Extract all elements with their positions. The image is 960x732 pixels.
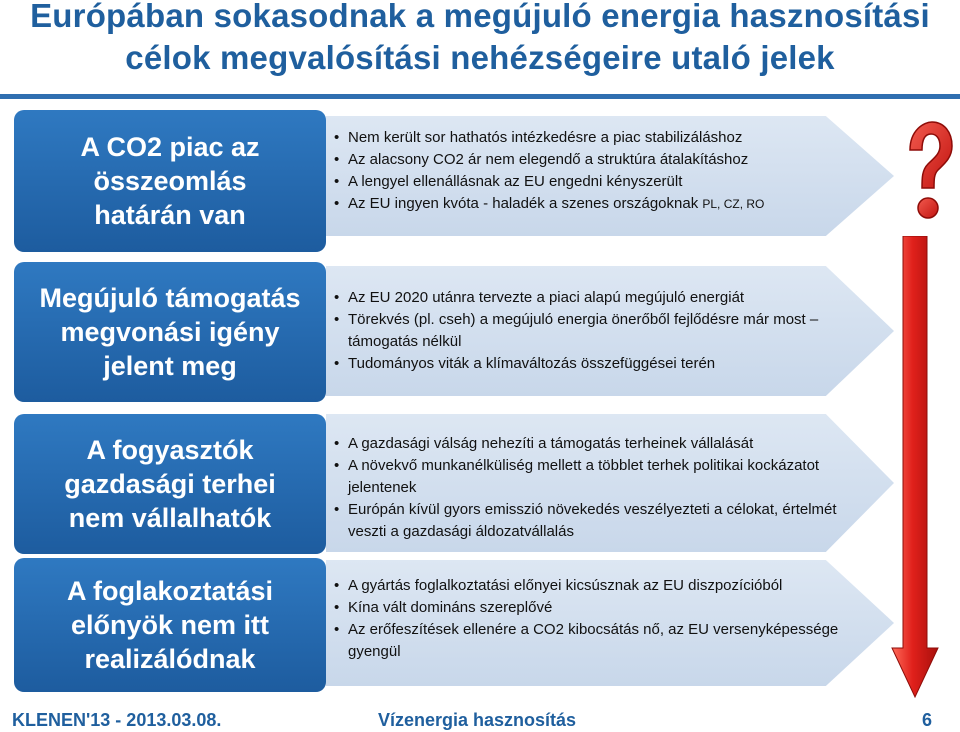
row-2-bullet-3: • Tudományos viták a klímaváltozás összefüggései terén <box>334 353 839 375</box>
row-2-heading-line-2: megvonási igény <box>60 317 280 347</box>
row-2-heading-line-3: jelent meg <box>103 351 237 381</box>
row-1-bullet-4-text: Az EU ingyen kvóta - haladék a szenes országoknak <box>348 195 703 212</box>
row-1-heading-line-3: határán van <box>94 200 246 230</box>
row-4-heading-box <box>14 558 326 692</box>
page-number: 6 <box>922 710 933 730</box>
red-down-arrow-icon <box>890 236 940 698</box>
row-4-bullet-2: • Kína vált domináns szereplővé <box>334 597 839 619</box>
row-4-bullet-list <box>334 575 839 663</box>
footer-topic: Vízenergia hasznosítás <box>378 710 577 730</box>
question-mark-icon <box>904 120 954 230</box>
row-3-heading-line-3: nem vállalhatók <box>68 503 272 533</box>
row-3-heading-line-2: gazdasági terhei <box>64 469 276 499</box>
row-1-heading-line-2: összeomlás <box>93 166 247 196</box>
row-2-bullet-1: • Az EU 2020 utánra tervezte a piaci alapú megújuló energiát <box>334 287 839 309</box>
row-2-heading-line-1: Megújuló támogatás <box>39 283 301 313</box>
row-1-bullet-4-country-codes: PL, CZ, RO <box>702 197 765 211</box>
title-line-1: Európában sokasodnak a megújuló energia hasznosítási <box>30 0 930 34</box>
row-4-heading-line-1: A foglakoztatási <box>66 576 274 606</box>
title-line-2: célok megvalósítási nehézségeire utaló jelek <box>125 39 835 76</box>
row-2-bullet-2: • Törekvés (pl. cseh) a megújuló energia önerőből fejlődésre már most – támogatás nélkül <box>334 309 839 353</box>
row-1-bullet-3: • A lengyel ellenállásnak az EU engedni kényszerült <box>334 171 839 193</box>
row-2-heading-box <box>14 262 326 402</box>
footer-event-date: KLENEN'13 - 2013.03.08. <box>12 710 222 730</box>
row-4-heading-line-3: realizálódnak <box>84 644 256 674</box>
title-underline <box>0 94 960 99</box>
row-4-bullet-3: • Az erőfeszítések ellenére a CO2 kibocsátás nő, az EU versenyképessége gyengül <box>334 619 839 663</box>
row-3-bullet-3: • Európán kívül gyors emisszió növekedés veszélyezteti a célokat, értelmét veszti a gazdasági áldozatvállalás <box>334 499 839 543</box>
row-4-heading-line-2: előnyök nem itt <box>70 610 270 640</box>
row-1-bullet-2: • Az alacsony CO2 ár nem elegendő a struktúra átalakításhoz <box>334 149 839 171</box>
row-1-heading-box <box>14 110 326 252</box>
row-3-bullet-2: • A növekvő munkanélküliség mellett a többlet terhek politikai kockázatot jelentenek <box>334 455 839 499</box>
row-1-bullet-list <box>334 127 839 215</box>
row-1-bullet-1: • Nem került sor hathatós intézkedésre a piac stabilizáláshoz <box>334 127 839 149</box>
row-3-heading-box <box>14 414 326 554</box>
row-4-bullet-1: • A gyártás foglalkoztatási előnyei kicsúsznak az EU diszpozícióból <box>334 575 839 597</box>
row-1-bullet-4 <box>334 193 839 215</box>
row-3-bullet-list <box>334 433 839 543</box>
row-3-bullet-1: • A gazdasági válság nehezíti a támogatás terheinek vállalását <box>334 433 839 455</box>
row-2-bullet-list <box>334 287 839 375</box>
row-1-heading-line-1: A CO2 piac az <box>80 132 260 162</box>
row-3-heading-line-1: A fogyasztók <box>86 435 254 465</box>
slide-title <box>0 0 960 80</box>
